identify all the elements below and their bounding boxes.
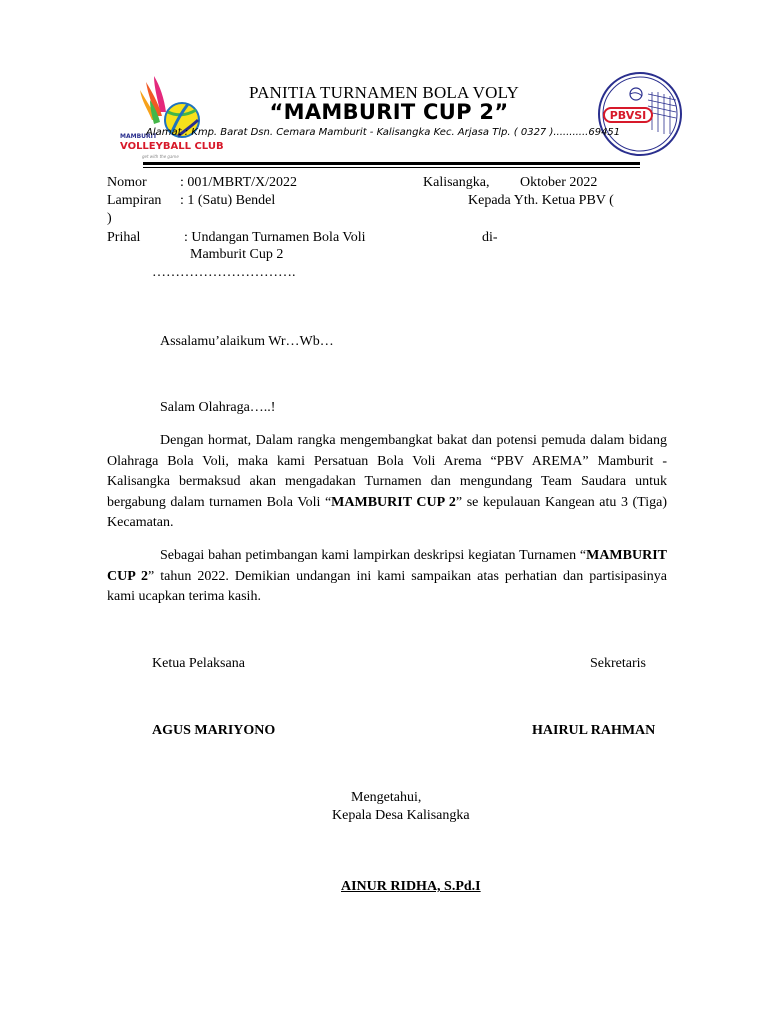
paragraph-1-bold: MAMBURIT CUP 2 (331, 494, 456, 510)
left-signatory-title: Ketua Pelaksana (152, 656, 245, 671)
paragraph-2-text-end: ” tahun 2022. Demikian undangan ini kami sampaikan atas perhatian dan partisipasinya kami ucapkan terima kasih. (107, 568, 668, 605)
paragraph-1-text-end: ” se kepulauan Kangean atu 3 (Tiga) Kecamatan. (107, 494, 667, 531)
right-signatory-title: Sekretaris (590, 656, 646, 671)
address-line: Alamat : Kmp. Barat Dsn. Cemara Mamburit - Kalisangka Kec. Arjasa Tlp. ( 0327 )...........69451 (146, 127, 621, 138)
paragraph-1-text: Dengan hormat, Dalam rangka mengembangkat bakat dan potensi pemuda dalam bidang Olahraga Bola Voli, maka kami Persatuan Bola Voli Arema “PBV AREMA” Mamburit - Kalisangka bermaksud akan mengadakan Turnamen dan mengundang Team Saudara untuk bergabung dalam turnamen Bola Voli “ (107, 433, 667, 510)
prihal-value: : Undangan Turnamen Bola Voli (184, 230, 366, 245)
salam: Salam Olahraga…..! (160, 400, 276, 415)
recipient-close: ) (107, 211, 112, 226)
date: Oktober 2022 (520, 175, 598, 190)
acknowledgement-label: Mengetahui, (351, 790, 422, 805)
nomor-value: : 001/MBRT/X/2022 (180, 175, 298, 190)
place: Kalisangka, (423, 175, 490, 190)
prihal-value-cont: Mamburit Cup 2 (190, 247, 284, 262)
paragraph-2-text: Sebagai bahan petimbangan kami lampirkan deskripsi kegiatan Turnamen “ (160, 548, 587, 563)
left-signatory-name: AGUS MARIYONO (152, 723, 276, 738)
nomor-label: Nomor (107, 175, 147, 190)
recipient-line: Kepada Yth. Ketua PBV ( (468, 193, 614, 208)
greeting: Assalamu’alaikum Wr…Wb… (160, 334, 334, 349)
prihal-label: Prihal (107, 230, 141, 245)
village-head-name: AINUR RIDHA, S.Pd.I (341, 879, 481, 894)
right-signatory-name: HAIRUL RAHMAN (532, 723, 656, 738)
di-label: di- (482, 230, 498, 245)
header-rule-thin (143, 167, 640, 168)
organizer-title: PANITIA TURNAMEN BOLA VOLY (248, 83, 519, 102)
lampiran-label: Lampiran (107, 193, 162, 208)
recipient-dots: …………………………. (152, 265, 296, 280)
svg-text:get with the game: get with the game (142, 154, 179, 159)
village-head-title: Kepala Desa Kalisangka (332, 808, 470, 823)
lampiran-value: : 1 (Satu) Bendel (180, 193, 276, 208)
svg-text:MAMBURIT: MAMBURIT (120, 133, 157, 140)
header-rule-thick (143, 162, 640, 165)
svg-text:VOLLEYBALL CLUB: VOLLEYBALL CLUB (120, 141, 224, 152)
svg-text:PBVSI: PBVSI (609, 109, 647, 122)
event-title: “MAMBURIT CUP 2” (269, 100, 509, 124)
paragraph-1 (107, 431, 667, 534)
paragraph-2 (107, 546, 667, 608)
paragraph-2-bold: MAMBURIT CUP 2 (107, 548, 667, 584)
